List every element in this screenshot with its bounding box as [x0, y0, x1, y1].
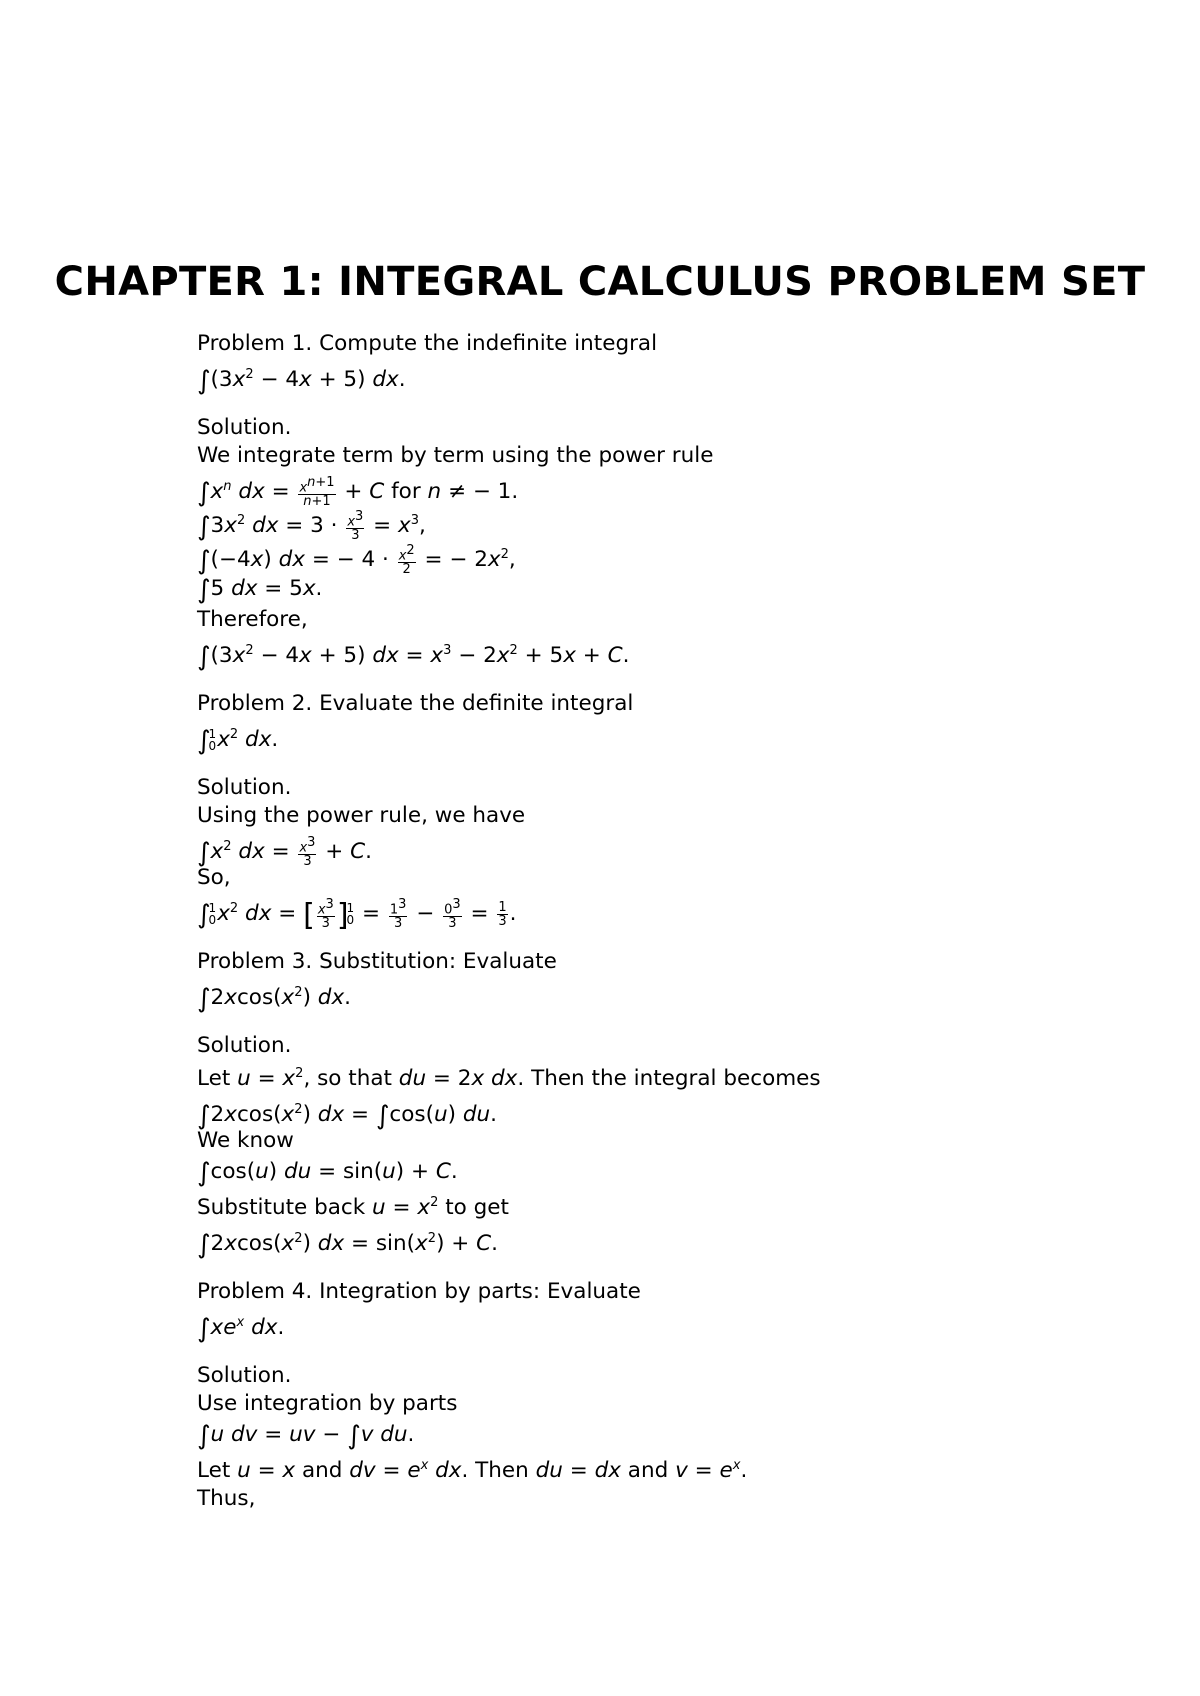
problem-2 [197, 690, 1137, 934]
problem-1-result: $\int(3x^2 - 4x + 5)$ dx = $x^3 - 2x^2 + 5x + C$. [197, 642, 630, 673]
problem-1 [197, 330, 1137, 673]
problem-3-we-know: We know [197, 1128, 294, 1154]
problem-3-known: ∫cos(u) du = sin(u) + C. [197, 1158, 458, 1189]
problem-3-solution-label: Solution. [197, 1033, 292, 1058]
problem-4-thus: Thus, [197, 1486, 256, 1512]
integration-by-parts-formula: ∫u dv = uv − ∫v du. [197, 1421, 415, 1452]
problem-4-let: Let u = x and dv = $e^x$ dx. Then du = dx and $v = e^x$. [197, 1458, 748, 1484]
problem-1-heading: Problem 1. Compute the indefinite integral [197, 331, 658, 356]
problem-4-intro: Use integration by parts [197, 1391, 458, 1417]
problem-2-intro: Using the power rule, we have [197, 803, 526, 828]
problem-4-statement: $\int xe^x$ dx. [197, 1314, 285, 1345]
chapter-title: CHAPTER 1: INTEGRAL CALCULUS PROBLEM SET [54, 259, 1146, 305]
problem-2-heading: Problem 2. Evaluate the definite integral [197, 691, 634, 716]
problem-4-solution-label: Solution. [197, 1363, 292, 1389]
problem-3-statement: $\int 2xcos(x^2)$ dx. [197, 984, 352, 1015]
problem-2-result: ∫ 1 0 $x^2$ dx = [ $\frac{x^3}{3}$ ] 1 0 = $\frac{1^3}{3}$ − $\frac{0^3}{3}$ = $\frac{1}{3}$ . [197, 896, 517, 934]
problem-3 [197, 948, 1137, 1261]
problem-3-heading: Problem 3. Substitution: Evaluate [197, 949, 557, 974]
problem-3-rewrite: $\int 2xcos(x^2)$ dx = ∫cos(u) du. [197, 1101, 497, 1132]
problem-1-therefore: Therefore, [197, 607, 308, 632]
problem-2-so: So, [197, 865, 231, 890]
problem-3-substitute: Substitute back $u = x^2$ to get [197, 1195, 509, 1221]
term-3-equation: ∫5 dx = 5x. [197, 575, 323, 605]
problem-1-intro: We integrate term by term using the power rule [197, 443, 714, 468]
problem-1-statement: $\int(3x^2 - 4x + 5)$ dx. [197, 366, 406, 397]
problem-4-heading: Problem 4. Integration by parts: Evaluate [197, 1279, 641, 1305]
problem-2-antiderivative: $\int x^2$ dx = $\frac{x^3}{3}$ + C. [197, 834, 372, 870]
power-rule-equation: $\int x^n$ dx = $\frac{x^{n+1}}{n+1}$ + C for n ≠ − 1. [197, 474, 519, 510]
problem-set-body [197, 330, 1137, 1535]
problem-3-intro: Let $u = x^2$, so that du = 2x dx. Then the integral becomes [197, 1066, 821, 1092]
term-1-equation: $\int 3x^2$ dx = 3 · $\frac{x^3}{3}$ = $x^3$, [197, 508, 426, 544]
term-2-equation: ∫(−4x) dx = − 4 · $\frac{x^2}{2}$ = − $2x^2$, [197, 542, 516, 578]
problem-3-result: $\int 2xcos(x^2)$ dx = $\sin(x^2) + C$. [197, 1230, 498, 1261]
problem-2-statement: ∫ 1 0 $x^2$ dx. [197, 726, 279, 757]
problem-4 [197, 1278, 1137, 1513]
problem-1-solution-label: Solution. [197, 415, 292, 440]
problem-2-solution-label: Solution. [197, 775, 292, 800]
